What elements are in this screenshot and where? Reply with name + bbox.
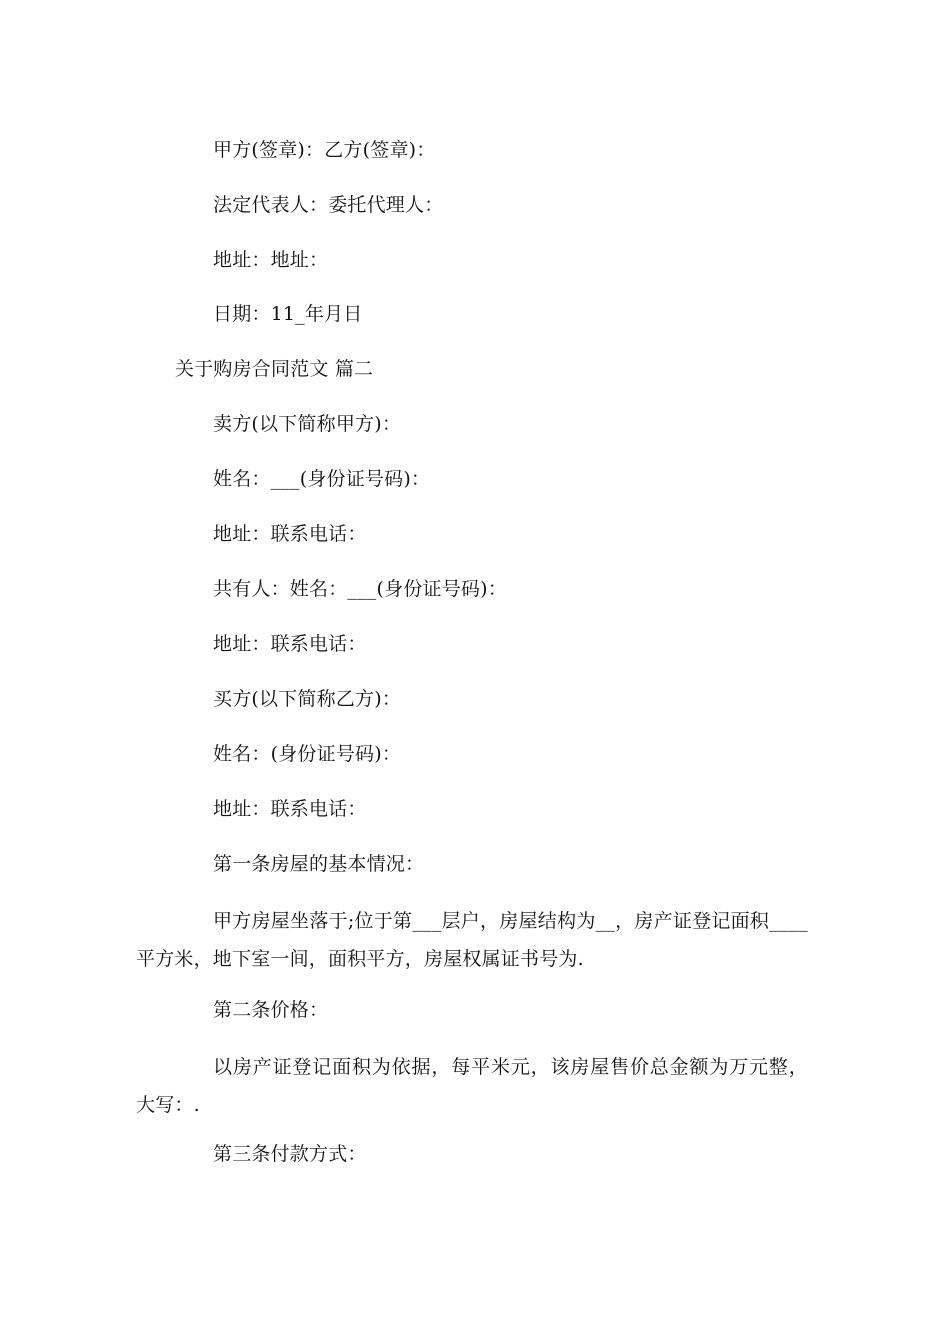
address-line: 地址：地址： [213,249,329,271]
co-owner-line: 共有人：姓名：___(身份证号码)： [213,578,507,600]
article-one-paragraph: 甲方房屋坐落于;位于第___层户，房屋结构为__，房产证登记面积____平方米，地下室一间，面积平方，房屋权属证书号为. [136,910,808,970]
seller-address-line: 地址：联系电话： [213,523,367,545]
article-two-paragraph: 以房产证登记面积为依据，每平米元，该房屋售价总金额为万元整，大写：. [136,1056,808,1116]
buyer-address-line: 地址：联系电话： [213,798,367,820]
section-heading: 关于购房合同范文 篇二 [175,358,374,380]
seller-label: 卖方(以下简称甲方)： [213,413,402,435]
buyer-label: 买方(以下简称乙方)： [213,688,402,710]
representative-line: 法定代表人：委托代理人： [213,194,444,216]
date-line: 日期：11_年月日 [213,303,363,325]
seller-name-line: 姓名：___(身份证号码)： [213,468,431,490]
signature-line: 甲方(签章)：乙方(签章)： [213,139,436,161]
article-two-title: 第二条价格： [213,999,329,1021]
co-owner-address-line: 地址：联系电话： [213,633,367,655]
article-one-title: 第一条房屋的基本情况： [213,853,425,875]
article-three-title: 第三条付款方式： [213,1143,367,1165]
buyer-name-line: 姓名：(身份证号码)： [213,743,402,765]
